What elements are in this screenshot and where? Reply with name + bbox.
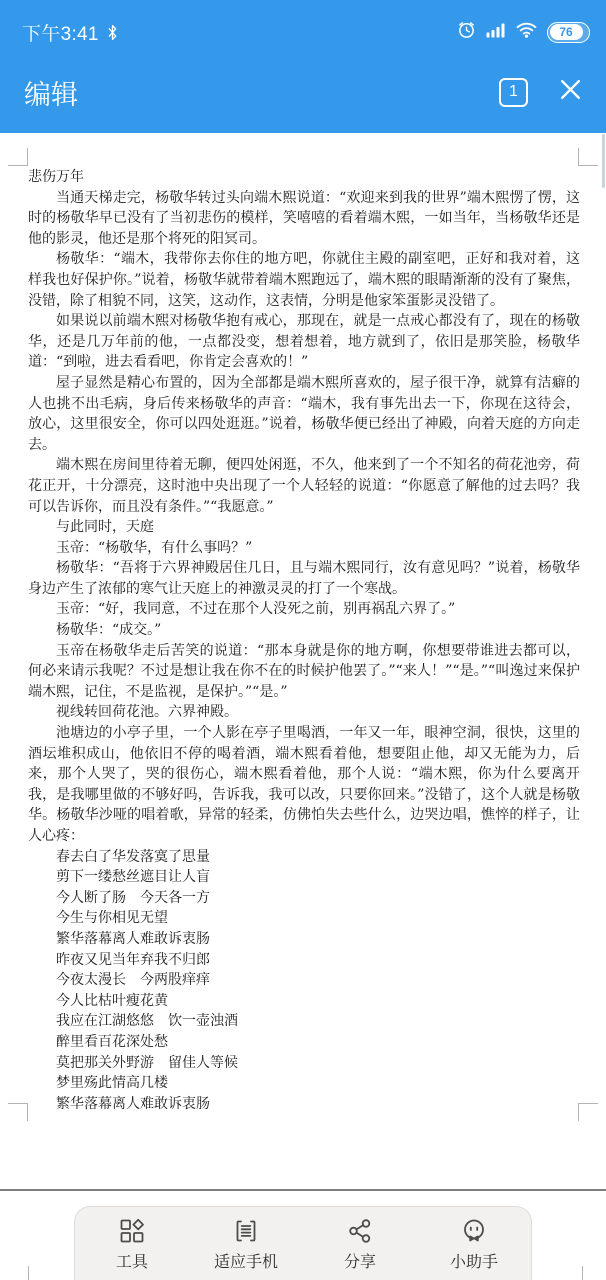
- crop-mark-top-right: [578, 148, 598, 166]
- lyric-line: 春去白了华发落寞了思量: [56, 848, 210, 865]
- next-page-crop-mark-left: [28, 1266, 29, 1280]
- page-count-button[interactable]: [499, 78, 528, 107]
- story-paragraph: 杨敬华：“吾将于六界神殿居住几日，且与端木熙同行，汝有意见吗？”说着，杨敬华身边产生了浓郁的寒气让天庭上的神激灵灵的打了一个寒战。: [28, 560, 580, 597]
- lyric-line: 繁华落幕离人难敢诉衷肠: [56, 930, 210, 947]
- page-count-value: 1: [509, 83, 518, 100]
- scrollbar-thumb[interactable]: [602, 134, 605, 188]
- share-label: 分享: [343, 1254, 376, 1271]
- signal-icon: [486, 22, 506, 43]
- tools-label: 工具: [115, 1254, 148, 1271]
- story-paragraph: 池塘边的小亭子里，一个人影在亭子里喝酒，一年又一年，眼神空洞，很快，这里的酒坛堆积成山，他依旧不停的喝着酒，端木熙看着他，想要阻止他，却又无能为力，后来，那个人哭了，哭的很伤心，端木熙看着他，那个人说：“端木熙，你为什么要离开我，是我哪里做的不够好吗，告诉我，我可以改，只要你回来。”没错了，这个人就是杨敬华。杨敬华沙哑的唱着歌，异常的轻柔，仿佛怕失去些什么，边哭边唱，憔悴的样子，让人心疼：: [28, 725, 580, 844]
- page-title: 编辑: [24, 79, 78, 110]
- lyric-line: 今生与你相见无望: [56, 910, 168, 927]
- document-text: [28, 167, 580, 1114]
- wifi-icon: [516, 22, 537, 43]
- lyric-line: 繁华落幕离人难敢诉衷肠: [56, 1095, 210, 1112]
- lyric-line: 醉里看百花深处愁: [56, 1033, 168, 1050]
- share-icon: [346, 1217, 374, 1250]
- story-paragraph: 视线转回荷花池。六界神殿。: [56, 704, 238, 721]
- battery-indicator: [547, 22, 590, 43]
- status-time: 下午3:41: [22, 23, 99, 45]
- lyric-line: 莫把那关外野游 留佳人等候: [56, 1054, 238, 1071]
- story-paragraph: 端木熙在房间里待着无聊，便四处闲逛，不久，他来到了一个不知名的荷花池旁，荷花正开，十分漂亮，这时池中央出现了一个人轻轻的说道：“你愿意了解他的过去吗？我可以告诉你，而且没有条件。”“我愿意。”: [28, 457, 580, 515]
- lyric-line: 昨夜又见当年弃我不归郎: [56, 951, 210, 968]
- battery-percent: 76: [559, 25, 573, 39]
- story-paragraph: 屋子显然是精心布置的，因为全部都是端木熙所喜欢的，屋子很干净，就算有洁癖的人也挑不出毛病，身后传来杨敬华的声音：“端木，我有事先出去一下，你现在这待会，放心，这里很安全，你可以四处逛逛。”说着，杨敬华便已经出了神殿，向着天庭的方向走去。: [28, 374, 580, 453]
- document-page[interactable]: [0, 133, 606, 1189]
- lyric-line: 梦里殇此情高几楼: [56, 1075, 168, 1092]
- story-paragraph: 当通天梯走完，杨敬华转过头向端木熙说道：“欢迎来到我的世界”端木熙愣了愣，这时的杨敬华早已没有了当初悲伤的模样，笑嘻嘻的看着端木熙，一如当年，当杨敬华还是他的影灵，他还是那个将死的阳冥司。: [28, 189, 580, 247]
- story-paragraph: 如果说以前端木熙对杨敬华抱有戒心，那现在，就是一点戒心都没有了，现在的杨敬华，还是几万年前的他，一点都没变，想着想着，地方就到了，依旧是那笑脸，杨敬华道：“到啦，进去看看吧，你肯定会喜欢的！”: [28, 313, 580, 371]
- fit-phone-icon: [232, 1217, 260, 1250]
- story-paragraph: 杨敬华：“端木，我带你去你住的地方吧，你就住主殿的副室吧，正好和我对着，这样我也好保护你。”说着，杨敬华就带着端木熙跑远了，端木熙的眼睛渐渐的没有了聚焦，没错，除了相貌不同，这笑，这动作，这表情，分明是他家笨蛋影灵没错了。: [28, 251, 580, 309]
- story-paragraph: 玉帝：“杨敬华，有什么事吗？”: [56, 539, 253, 556]
- fit-phone-button[interactable]: [189, 1207, 303, 1280]
- alarm-icon: [457, 20, 476, 44]
- story-paragraph: 杨敬华：“成交。”: [56, 622, 162, 639]
- share-button[interactable]: [303, 1207, 417, 1280]
- tools-grid-icon: [118, 1217, 146, 1250]
- close-icon[interactable]: [557, 76, 584, 108]
- next-page-crop-mark-right: [582, 1266, 583, 1280]
- story-paragraph: 与此同时，天庭: [56, 519, 154, 536]
- content-toolbar-divider: [0, 1189, 606, 1191]
- lyric-line: 今夜太漫长 今两股痒痒: [56, 972, 210, 989]
- paragraphs-container: [28, 188, 580, 847]
- bottom-toolbar: [74, 1206, 532, 1280]
- crop-mark-bottom-right: [578, 1103, 598, 1121]
- status-bar: [0, 0, 606, 54]
- crop-mark-bottom-left: [8, 1103, 28, 1121]
- lyric-line: 今人断了肠 今天各一方: [56, 889, 210, 906]
- assistant-label: 小助手: [449, 1254, 498, 1271]
- assistant-button[interactable]: [417, 1207, 531, 1280]
- story-paragraph: 玉帝在杨敬华走后苦笑的说道：“那本身就是你的地方啊，你想要带谁进去都可以，何必来请示我呢？不过是想让我在你不在的时候护他罢了。”“来人！”“是。”“叫逸过来保护端木熙，记住，不是监视，是保护。”“是。”: [28, 642, 580, 700]
- fit-phone-label: 适应手机: [213, 1254, 278, 1271]
- lyric-line: 今人比枯叶瘦花黄: [56, 992, 168, 1009]
- crop-mark-top-left: [8, 148, 28, 166]
- document-title: 悲伤万年: [28, 169, 84, 185]
- lyric-line: 我应在江湖悠悠 饮一壶浊酒: [56, 1013, 238, 1030]
- tools-button[interactable]: [75, 1207, 189, 1280]
- story-paragraph: 玉帝：“好，我同意，不过在那个人没死之前，别再祸乱六界了。”: [56, 601, 456, 618]
- lyrics-container: [28, 847, 580, 1115]
- bluetooth-icon: [107, 24, 118, 41]
- edit-header: [0, 56, 606, 128]
- assistant-icon: [460, 1217, 488, 1250]
- lyric-line: 剪下一缕愁丝遮目让人盲: [56, 869, 210, 886]
- app-bar: [0, 0, 606, 133]
